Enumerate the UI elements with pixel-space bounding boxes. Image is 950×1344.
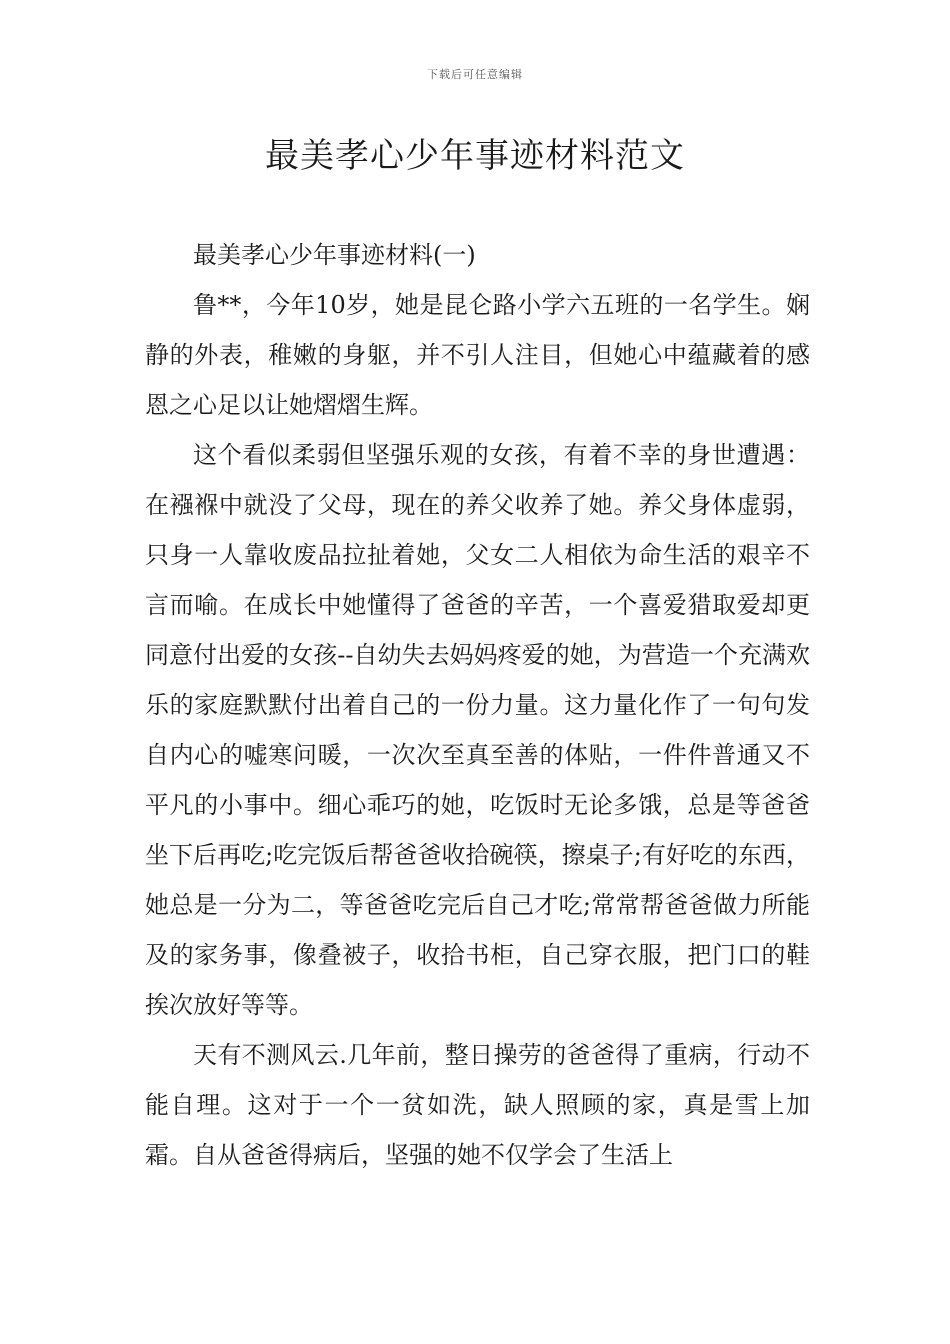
document-body	[145, 230, 810, 1180]
header-note: 下载后可任意编辑	[427, 68, 523, 81]
paragraph: 这个看似柔弱但坚强乐观的女孩，有着不幸的身世遭遇：在襁褓中就没了父母，现在的养父收养了她。养父身体虚弱，只身一人靠收废品拉扯着她，父女二人相依为命生活的艰辛不言而喻。在成长中她懂得了爸爸的辛苦，一个喜爱猎取爱却更同意付出爱的女孩--自幼失去妈妈疼爱的她，为营造一个充满欢乐的家庭默默付出着自己的一份力量。这力量化作了一句句发自内心的嘘寒问暖，一次次至真至善的体贴，一件件普通又不平凡的小事中。细心乖巧的她，吃饭时无论多饿，总是等爸爸坐下后再吃;吃完饭后帮爸爸收拾碗筷，擦桌子;有好吃的东西，她总是一分为二，等爸爸吃完后自己才吃;常常帮爸爸做力所能及的家务事，像叠被子，收拾书柜，自己穿衣服，把门口的鞋挨次放好等等。	[145, 441, 810, 1019]
paragraph: 鲁**，今年10岁，她是昆仑路小学六五班的一名学生。娴静的外表，稚嫩的身躯，并不引人注目，但她心中蕴藏着的感恩之心足以让她熠熠生辉。	[145, 291, 810, 419]
section-heading: 最美孝心少年事迹材料(一)	[193, 241, 476, 269]
document-title: 最美孝心少年事迹材料范文	[265, 136, 685, 176]
paragraph: 天有不测风云.几年前，整日操劳的爸爸得了重病，行动不能自理。这对于一个一贫如洗，缺人照顾的家，真是雪上加霜。自从爸爸得病后，坚强的她不仅学会了生活上	[145, 1041, 810, 1169]
